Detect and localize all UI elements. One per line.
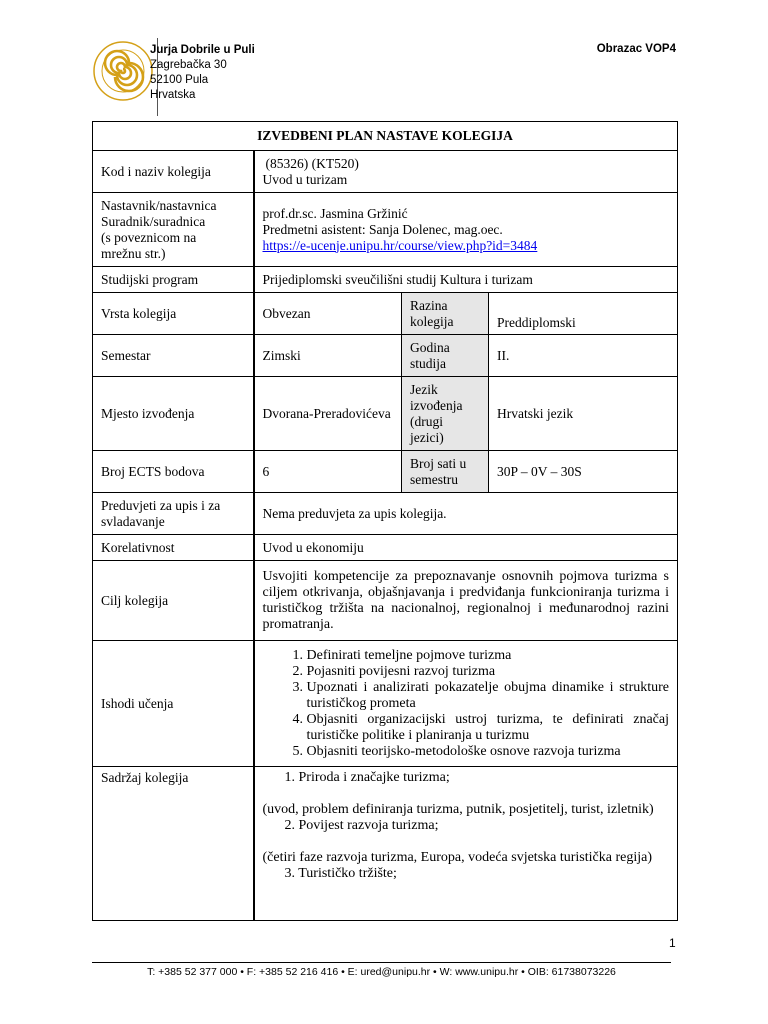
correlation-value: Uvod u ekonomiju: [254, 535, 678, 561]
semester-value: Zimski: [254, 335, 402, 377]
hours-value: 30P – 0V – 30S: [489, 451, 678, 493]
address-street: Zagrebačka 30: [150, 59, 227, 71]
content-detail: (četiri faze razvoja turizma, Europa, vodeća svjetska turistička regija): [262, 850, 652, 865]
goal-value: Usvojiti kompetencije za prepoznavanje osnovnih pojmova turizma s ciljem otkrivanja, objašnjavanja i predviđanja funkcioniranja turizma i turističkog tržišta na nacionalnoj, regionalnoj i međunarodnoj razini promatranja.: [254, 561, 678, 641]
teacher-label-line: (s poveznicom na: [101, 229, 197, 245]
table-row: [93, 151, 678, 193]
table-row: [93, 767, 678, 921]
assistant-name: Predmetni asistent: Sanja Dolenec, mag.oec.: [262, 221, 503, 237]
institution-name: Jurja Dobrile u Puli: [150, 44, 255, 56]
content-item: 2. Povijest razvoja turizma;: [284, 818, 439, 833]
list-item: 3. Upoznati i analizirati pokazatelje obujma dinamike i strukture turističkog prometa: [307, 680, 670, 712]
table-row: [93, 335, 678, 377]
table-row: [93, 641, 678, 767]
list-item: 4. Objasniti organizacijski ustroj turizma, te definirati značaj turističke politike i planiranja u turizmu: [307, 712, 670, 744]
teacher-label-line: mrežnu str.): [101, 245, 166, 261]
teacher-label-line: Nastavnik/nastavnica: [101, 197, 217, 213]
content-label: Sadržaj kolegija: [93, 767, 254, 921]
address-city: 52100 Pula: [150, 74, 209, 86]
institution-block: [150, 43, 255, 103]
footer-divider: [92, 962, 671, 963]
table-row: [93, 293, 678, 335]
table-row: [93, 377, 678, 451]
course-value: [254, 151, 678, 193]
course-plan-table: [92, 121, 678, 921]
language-label: Jezik izvođenja (drugi jezici): [402, 377, 489, 451]
document-header: [0, 0, 768, 118]
list-item: 1. Definirati temeljne pojmove turizma: [307, 648, 670, 664]
course-code: (85326) (KT520): [265, 155, 359, 171]
course-link[interactable]: https://e-ucenje.unipu.hr/course/view.php?id=3484: [262, 237, 538, 253]
outcomes-value: [254, 641, 678, 767]
type-value: Obvezan: [254, 293, 402, 335]
table-row: [93, 267, 678, 293]
course-name: Uvod u turizam: [262, 171, 348, 187]
table-row: [93, 193, 678, 267]
teacher-value: [254, 193, 678, 267]
outcomes-label: Ishodi učenja: [93, 641, 254, 767]
program-label: Studijski program: [93, 267, 254, 293]
outcomes-list: [263, 648, 670, 760]
table-row: [93, 451, 678, 493]
year-label: Godina studija: [402, 335, 489, 377]
level-label: Razina kolegija: [402, 293, 489, 335]
university-seal-icon: [92, 40, 154, 102]
table-title-row: [93, 122, 678, 151]
content-item: 3. Turističko tržište;: [284, 866, 397, 881]
correlation-label: Korelativnost: [93, 535, 254, 561]
prereq-value: Nema preduvjeta za upis kolegija.: [254, 493, 678, 535]
content-item: 1. Priroda i značajke turizma;: [284, 770, 450, 785]
semester-label: Semestar: [93, 335, 254, 377]
table-row: [93, 561, 678, 641]
year-value: II.: [489, 335, 678, 377]
content-value: [254, 767, 678, 921]
teacher-name: prof.dr.sc. Jasmina Gržinić: [262, 205, 408, 221]
table-row: [93, 493, 678, 535]
ects-label: Broj ECTS bodova: [93, 451, 254, 493]
program-value: Prijediplomski sveučilišni studij Kultura i turizam: [254, 267, 678, 293]
footer-contact: T: +385 52 377 000 • F: +385 52 216 416 • E: ured@unipu.hr • W: www.unipu.hr • OIB: 61738073226: [147, 966, 616, 978]
goal-label: Cilj kolegija: [93, 561, 254, 641]
address-country: Hrvatska: [150, 89, 196, 101]
page-number: 1: [669, 936, 676, 950]
type-label: Vrsta kolegija: [93, 293, 254, 335]
table-row: [93, 535, 678, 561]
list-item: 5. Objasniti teorijsko-metodološke osnove razvoja turizma: [307, 744, 670, 760]
form-code: Obrazac VOP4: [596, 43, 676, 55]
course-label: Kod i naziv kolegija: [93, 151, 254, 193]
ects-value: 6: [254, 451, 402, 493]
teacher-label: [93, 193, 254, 267]
teacher-label-line: Suradnik/suradnica: [101, 213, 206, 229]
level-value: Preddiplomski: [489, 293, 678, 335]
content-detail: (uvod, problem definiranja turizma, putnik, posjetitelj, turist, izletnik): [262, 802, 654, 817]
place-value: Dvorana-Preradovićeva: [254, 377, 402, 451]
language-value: Hrvatski jezik: [489, 377, 678, 451]
table-title: IZVEDBENI PLAN NASTAVE KOLEGIJA: [93, 122, 678, 151]
place-label: Mjesto izvođenja: [93, 377, 254, 451]
list-item: 2. Pojasniti povijesni razvoj turizma: [307, 664, 670, 680]
hours-label: Broj sati u semestru: [402, 451, 489, 493]
prereq-label: Preduvjeti za upis i za svladavanje: [93, 493, 254, 535]
